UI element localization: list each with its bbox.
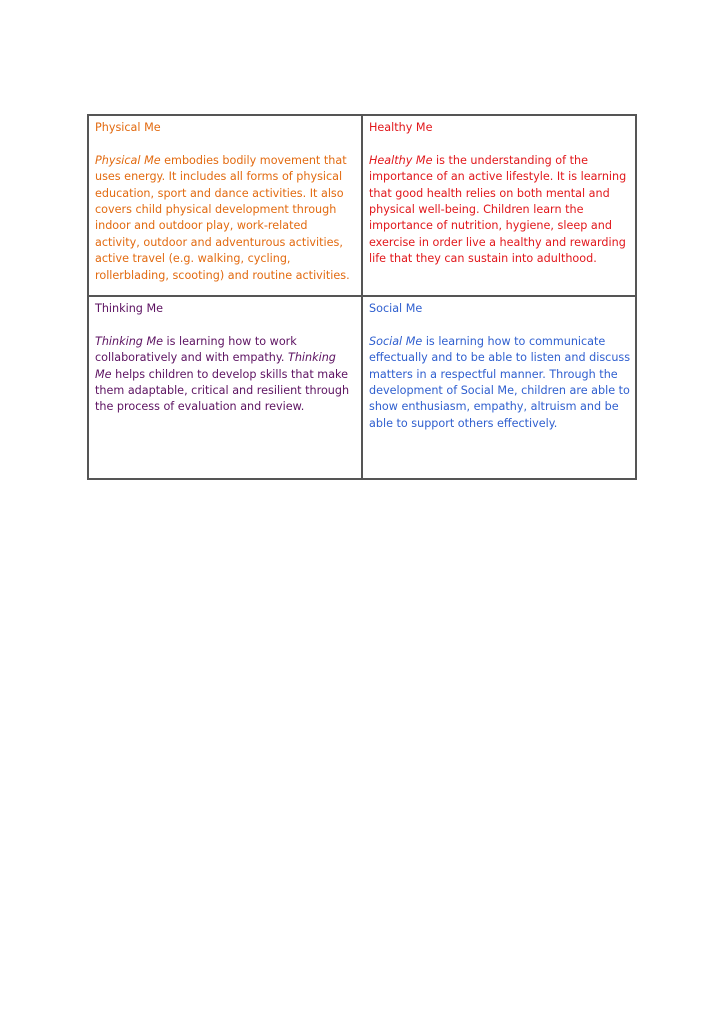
text-physical-me: embodies bodily movement that uses energy. It includes all forms of physical education, sport and dance activities. It also covers child physical development through indoor and outdoor play, work-related activity, outdoor and adventurous activities, active travel (e.g. walking, cycling, rollerblading, scooting) and routine activities. <box>95 153 350 282</box>
term-social-me: Social Me <box>369 334 423 348</box>
term-thinking-me: Thinking Me <box>95 334 163 348</box>
cell-thinking-me <box>89 297 363 478</box>
term-physical-me: Physical Me <box>95 153 161 167</box>
term-healthy-me: Healthy Me <box>369 153 433 167</box>
paragraph-healthy-me <box>369 153 631 268</box>
heading-social-me: Social Me <box>369 302 423 315</box>
paragraph-social-me <box>369 334 631 432</box>
cell-physical-me <box>89 116 363 297</box>
me-table <box>87 114 637 480</box>
heading-healthy-me: Healthy Me <box>369 121 433 134</box>
cell-social-me <box>363 297 637 478</box>
term-thinking-me-b: Thinking Me <box>95 351 336 381</box>
paragraph-physical-me <box>95 153 355 284</box>
text-thinking-me-b: helps children to develop skills that make them adaptable, critical and resilient through the process of evaluation and review. <box>95 367 350 414</box>
heading-physical-me: Physical Me <box>95 121 161 134</box>
cell-healthy-me <box>363 116 637 297</box>
paragraph-thinking-me <box>95 334 355 416</box>
text-healthy-me: is the understanding of the importance of an active lifestyle. It is learning that good health relies on both mental and physical well-being. Children learn the importance of nutrition, hygiene, sleep and exercise in order live a healthy and rewarding life that they can sustain into adulthood. <box>369 153 627 266</box>
text-thinking-me-a: is learning how to work collaboratively and with empathy. <box>95 334 297 365</box>
text-social-me: is learning how to communicate effectually and to be able to listen and discuss matters in a respectful manner. Through the development of Social Me, children are able to show enthusiasm, empathy, altruism and be able to support others effectively. <box>369 334 631 430</box>
heading-thinking-me: Thinking Me <box>95 302 163 315</box>
